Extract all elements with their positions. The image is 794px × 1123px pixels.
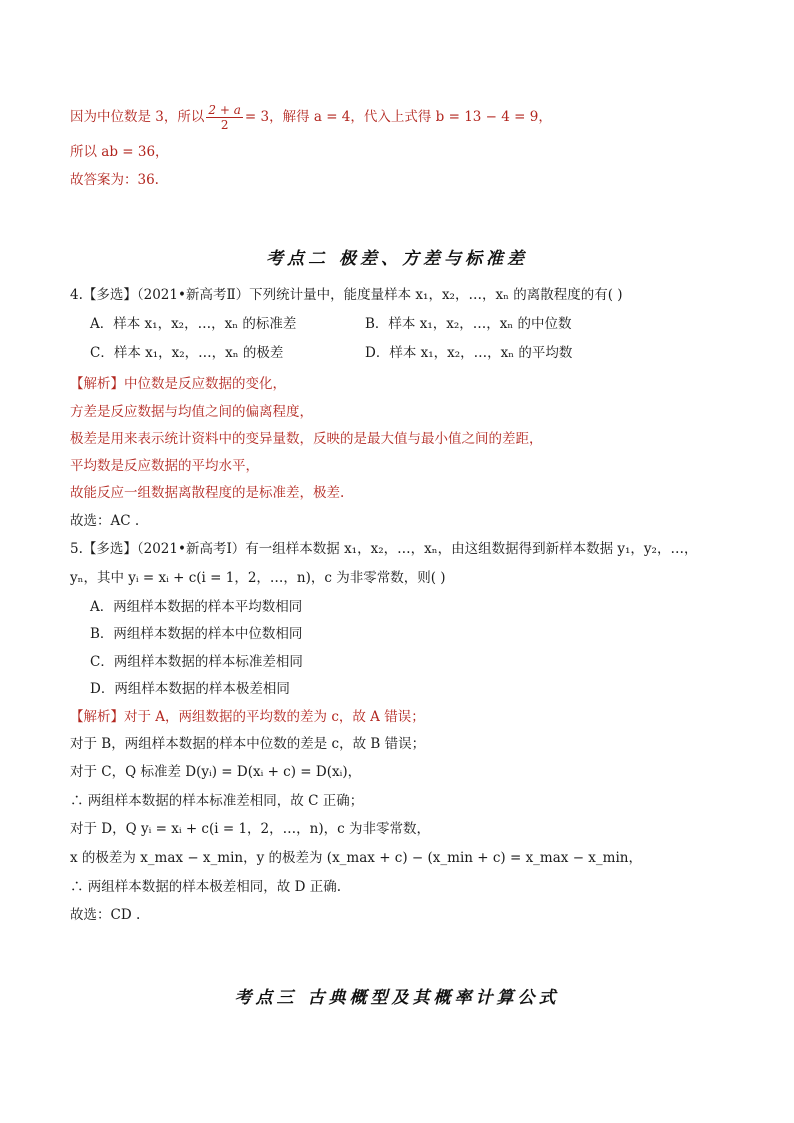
question-5-stem-1: 5.【多选】（2021•新高考Ⅰ）有一组样本数据 x₁，x₂，…，xₙ，由这组数据得到新样本数据 y₁，y₂，…， (70, 541, 698, 557)
section-heading-3: 考点三 古典概型及其概率计算公式 (234, 988, 560, 1008)
question-4-stem: 4.【多选】（2021•新高考Ⅱ）下列统计量中，能度量样本 x₁，x₂，…，xₙ 的离散程度的有( ) (70, 287, 623, 303)
solution-line-ab: 所以 ab = 36， (70, 144, 169, 160)
text-segment: = 3，解得 a = 4，代入上式得 b = 13 − 4 = 9， (244, 109, 552, 125)
q5-solution-line-4: ∴ 两组样本数据的样本标准差相同，故 C 正确； (70, 793, 364, 809)
q4-solution-line-5: 故能反应一组数据离散程度的是标准差，极差. (70, 485, 345, 501)
q4-solution-line-4: 平均数是反应数据的平均水平， (70, 458, 259, 474)
q4-solution-line-1: 【解析】中位数是反应数据的变化， (70, 376, 286, 392)
question-4-option-b: B．样本 x₁，x₂，…，xₙ 的中位数 (365, 316, 572, 332)
q5-solution-line-7: ∴ 两组样本数据的样本极差相同，故 D 正确. (70, 879, 341, 895)
question-5-option-b: B．两组样本数据的样本中位数相同 (90, 626, 303, 642)
question-4-option-d: D．样本 x₁，x₂，…，xₙ 的平均数 (365, 345, 573, 361)
fraction-denominator: 2 (220, 118, 229, 132)
text-segment: 因为中位数是 3，所以 (70, 109, 205, 125)
fraction-numerator: 2 + a (208, 103, 241, 117)
section-heading-2: 考点二 极差、方差与标准差 (266, 249, 528, 269)
question-4-option-c: C．样本 x₁，x₂，…，xₙ 的极差 (90, 345, 284, 361)
solution-answer: 故答案为：36. (70, 172, 159, 188)
q5-solution-line-6: x 的极差为 x_max − x_min，y 的极差为 (x_max + c) − (x_min + c) = x_max − x_min， (70, 850, 642, 866)
q5-solution-line-2: 对于 B，两组样本数据的样本中位数的差是 c，故 B 错误； (70, 736, 426, 752)
question-5-option-c: C．两组样本数据的样本标准差相同 (90, 654, 303, 670)
q5-solution-line-1: 【解析】对于 A，两组数据的平均数的差为 c，故 A 错误； (70, 709, 425, 725)
q4-solution-line-3: 极差是用来表示统计资料中的变异量数，反映的是最大值与最小值之间的差距， (70, 431, 543, 447)
q5-solution-line-5: 对于 D，Q yᵢ = xᵢ + c(i = 1，2，…，n)，c 为非零常数， (70, 821, 430, 837)
q4-solution-line-2: 方差是反应数据与均值之间的偏离程度， (70, 404, 313, 420)
q5-answer: 故选：CD . (70, 907, 141, 923)
question-5-option-d: D．两组样本数据的样本极差相同 (90, 681, 290, 697)
question-5-option-a: A．两组样本数据的样本平均数相同 (90, 599, 303, 615)
fraction (206, 103, 242, 132)
solution-line-median (70, 103, 552, 132)
question-4-option-a: A．样本 x₁，x₂，…，xₙ 的标准差 (90, 316, 297, 332)
q5-solution-line-3: 对于 C，Q 标准差 D(yᵢ) = D(xᵢ + c) = D(xᵢ)， (70, 764, 362, 780)
question-5-stem-2: yₙ，其中 yᵢ = xᵢ + c(i = 1，2，…，n)，c 为非零常数，则( ) (70, 570, 446, 586)
q4-answer: 故选：AC . (70, 513, 140, 529)
